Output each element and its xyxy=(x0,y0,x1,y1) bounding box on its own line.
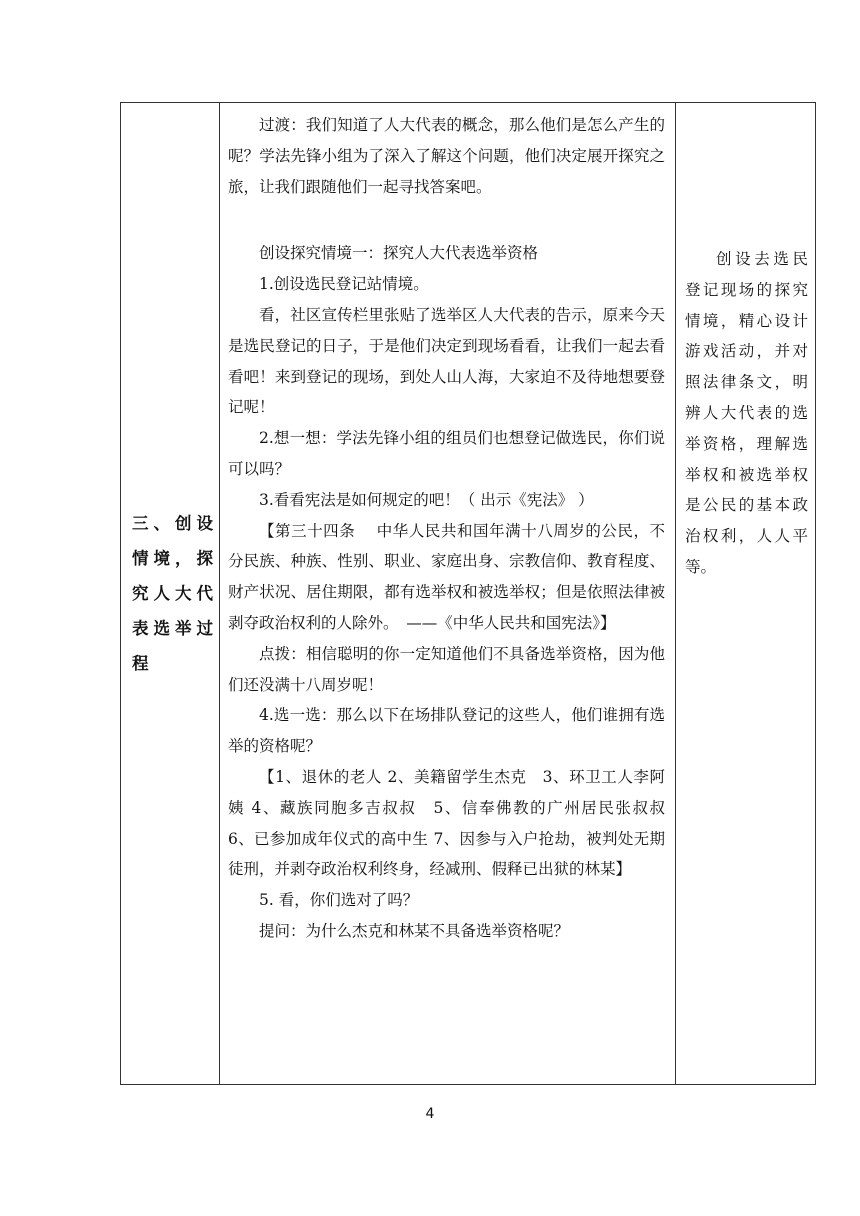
step-1-description: 看，社区宣传栏里张贴了选举区人大代表的告示，原来今天是选民登记的日子，于是他们决定到现场看看，让我们一起去看看吧！来到登记的现场，到处人山人海，大家迫不及待地想要登记呢！ xyxy=(228,305,665,417)
step-5: 5. 看，你们选对了吗？ xyxy=(259,891,419,910)
options-list: 【1、退休的老人 2、美籍留学生杰克 3、环卫工人李阿姨 4、藏族同胞多吉叔叔 5、信奉佛教的广州居民张叔叔 6、已参加成年仪式的高中生 7、因参与入户抢劫，被判处无期徒刑，并剥夺政治权利终身，经减刑、假释已出狱的林某】 xyxy=(228,767,681,879)
scenario-title: 创设探究情境一：探究人大代表选举资格 xyxy=(259,244,539,263)
design-note: 创设去选民登记现场的探究情境，精心设计游戏活动，并对照法律条文，明辨人大代表的选举资格，理解选举权和被选举权是公民的基本政治权利，人人平等。 xyxy=(685,250,808,576)
step-4: 4.选一选：那么以下在场排队登记的这些人，他们谁拥有选举的资格呢？ xyxy=(228,706,665,756)
constitution-quote: 【第三十四条 中华人民共和国年满十八周岁的公民，不分民族、种族、性别、职业、家庭出身、宗教信仰、教育程度、财产状况、居住期限，都有选举权和被选举权；但是依照法律被剥夺政治权利的人除外。 ——《中华人民共和国宪法》】 xyxy=(228,521,665,632)
lesson-table xyxy=(120,102,816,1085)
step-3: 3.看看宪法是如何规定的吧！（ 出示《宪法》 ） xyxy=(259,490,594,509)
question-paragraph: 提问：为什么杰克和林某不具备选举资格呢？ xyxy=(259,921,570,940)
transition-paragraph: 过渡：我们知道了人大代表的概念，那么他们是怎么产生的呢？学法先锋小组为了深入了解这个问题，他们决定展开探究之旅，让我们跟随他们一起寻找答案吧。 xyxy=(228,116,665,196)
step-2: 2.想一想：学法先锋小组的组员们也想登记做选民，你们说可以吗？ xyxy=(228,429,665,478)
design-note-cell xyxy=(676,103,816,1085)
step-1: 1.创设选民登记站情境。 xyxy=(259,275,429,294)
page-number: 4 xyxy=(425,1106,435,1122)
content-cell xyxy=(220,103,681,1085)
stage-cell xyxy=(121,103,220,1085)
hint-paragraph: 点拨：相信聪明的你一定知道他们不具备选举资格，因为他们还没满十八周岁呢！ xyxy=(228,644,665,694)
stage-label: 三、创设情境，探究人大代表选举过程 xyxy=(132,514,213,673)
table-row xyxy=(121,103,816,1085)
